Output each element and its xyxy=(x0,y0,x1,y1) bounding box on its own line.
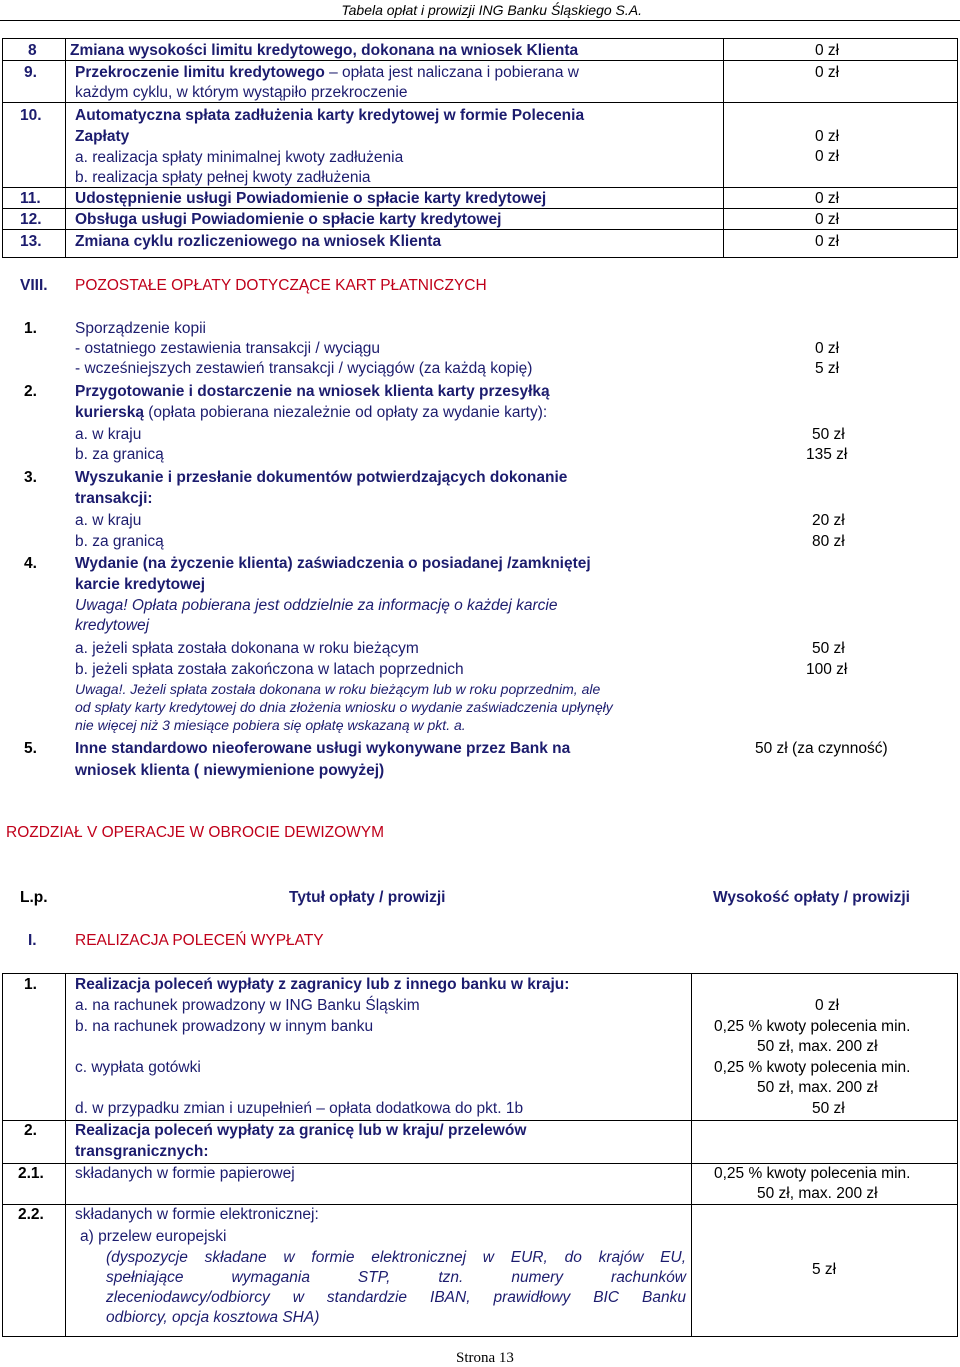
row-12-title: Obsługa usługi Powiadomienie o spłacie karty kredytowej xyxy=(75,211,502,228)
section-i-title: REALIZACJA POLECEŃ WYPŁATY xyxy=(75,932,324,949)
item-3-number: 3. xyxy=(24,469,37,486)
row-11-title: Udostępnienie usługi Powiadomienie o spłacie karty kredytowej xyxy=(75,190,547,207)
row-13-number: 13. xyxy=(20,233,42,250)
item-4-title: Wydanie (na życzenie klienta) zaświadczenia o posiadanej /zamkniętej xyxy=(75,555,591,572)
s1-value-b-2: 50 zł, max. 200 zł xyxy=(757,1038,878,1055)
item-4-option-b: b. jeżeli spłata została zakończona w latach poprzednich xyxy=(75,661,464,678)
s22-value: 5 zł xyxy=(812,1261,837,1278)
item-2-number: 2. xyxy=(24,383,37,400)
s2-title-cont: transgranicznych: xyxy=(75,1143,209,1160)
item-4-note-cont: kredytowej xyxy=(75,617,150,634)
item-1-option-b: - wcześniejszych zestawień transakcji / wyciągów (za każdą kopię) xyxy=(75,360,533,377)
s22-number: 2.2. xyxy=(18,1206,44,1223)
header-lp: L.p. xyxy=(20,889,48,906)
s22-desc-3: zleceniodawcy/odbiorcy w standardzie IBAN, prawidłowy BIC Banku xyxy=(106,1289,686,1306)
item-4-number: 4. xyxy=(24,555,37,572)
item-4-remark-1: Uwaga!. Jeżeli spłata została dokonana w roku bieżącym lub w roku poprzednim, ale xyxy=(75,681,601,697)
item-4-remark-2: od spłaty karty kredytowej do dnia złożenia wniosku o wydanie zaświadczenia upłynęły xyxy=(75,699,613,715)
row-10-value-b: 0 zł xyxy=(815,148,840,165)
s21-value-1: 0,25 % kwoty polecenia min. xyxy=(714,1165,911,1182)
section-viii-number: VIII. xyxy=(20,277,48,294)
page-number: Strona 13 xyxy=(456,1350,514,1366)
s1-value-c-2: 50 zł, max. 200 zł xyxy=(757,1079,878,1096)
item-1-value-b: 5 zł xyxy=(815,360,840,377)
s22-title: składanych w formie elektronicznej: xyxy=(75,1206,319,1223)
item-2-option-a: a. w kraju xyxy=(75,426,142,443)
row-8-title: Zmiana wysokości limitu kredytowego, dokonana na wniosek Klienta xyxy=(70,42,579,59)
item-1-option-a: - ostatniego zestawienia transakcji / wyciągu xyxy=(75,340,380,357)
sub-rule xyxy=(65,992,66,1118)
item-4-note: Uwaga! Opłata pobierana jest oddzielnie za informację o każdej karcie xyxy=(75,597,558,614)
row-13-value: 0 zł xyxy=(815,233,840,250)
row-12-number: 12. xyxy=(20,211,42,228)
item-4-option-a: a. jeżeli spłata została dokonana w roku bieżącym xyxy=(75,640,419,657)
s1-number: 1. xyxy=(24,976,37,993)
item-4-value-b: 100 zł xyxy=(806,661,848,678)
s1-option-b: b. na rachunek prowadzony w innym banku xyxy=(75,1018,374,1035)
item-2-title: Przygotowanie i dostarczenie na wniosek klienta karty przesyłką xyxy=(75,383,550,400)
row-11-value: 0 zł xyxy=(815,190,840,207)
row-11-number: 11. xyxy=(20,190,41,207)
s22-option-a: a) przelew europejski xyxy=(80,1228,227,1245)
item-5-title-cont: wniosek klienta ( niewymienione powyżej) xyxy=(75,762,385,779)
header-title: Tytuł opłaty / prowizji xyxy=(289,889,446,906)
section-viii-title: POZOSTAŁE OPŁATY DOTYCZĄCE KART PŁATNICZYCH xyxy=(75,277,487,294)
row-9-number: 9. xyxy=(24,64,37,81)
row-8-value: 0 zł xyxy=(815,42,840,59)
row-9-title-cont: każdym cyklu, w którym wystąpiło przekroczenie xyxy=(75,84,408,101)
item-3-value-b: 80 zł xyxy=(812,533,845,550)
s1-value-a: 0 zł xyxy=(815,997,840,1014)
s1-title: Realizacja poleceń wypłaty z zagranicy lub z innego banku w kraju: xyxy=(75,976,570,993)
row-9-title: Przekroczenie limitu kredytowego – opłata jest naliczana i pobierana w xyxy=(75,64,579,81)
s22-desc-4: odbiorcy, opcja kosztowa SHA) xyxy=(106,1309,320,1326)
item-4-value-a: 50 zł xyxy=(812,640,845,657)
item-2-title-cont: kurierską (opłata pobierana niezależnie od opłaty za wydanie karty): xyxy=(75,404,548,421)
item-3-title-cont: transakcji: xyxy=(75,490,153,507)
s21-title: składanych w formie papierowej xyxy=(75,1165,295,1182)
row-8-number: 8 xyxy=(28,42,37,59)
s2-number: 2. xyxy=(24,1122,37,1139)
s22-desc-2: spełniające wymagania STP, tzn. numery rachunków xyxy=(106,1269,686,1286)
item-3-title: Wyszukanie i przesłanie dokumentów potwierdzających dokonanie xyxy=(75,469,568,486)
page-header: Tabela opłat i prowizji ING Banku Śląskiego S.A. xyxy=(341,2,642,18)
item-1-value-a: 0 zł xyxy=(815,340,840,357)
s1-option-c: c. wypłata gotówki xyxy=(75,1059,201,1076)
item-4-remark-3: nie więcej niż 3 miesiące pobiera się opłatę wskazaną w pkt. a. xyxy=(75,717,466,733)
s1-value-b-1: 0,25 % kwoty polecenia min. xyxy=(714,1018,911,1035)
row-10-title-cont: Zapłaty xyxy=(75,128,130,145)
row-13-title: Zmiana cyklu rozliczeniowego na wniosek Klienta xyxy=(75,233,442,250)
item-5-value: 50 zł (za czynność) xyxy=(755,740,888,757)
section-i-number: I. xyxy=(28,932,37,949)
s21-number: 2.1. xyxy=(18,1165,44,1182)
s1-option-d: d. w przypadku zmian i uzupełnień – opłata dodatkowa do pkt. 1b xyxy=(75,1100,524,1117)
s1-option-a: a. na rachunek prowadzony w ING Banku Śląskim xyxy=(75,997,420,1014)
chapter-title: ROZDZIAŁ V OPERACJE W OBROCIE DEWIZOWYM xyxy=(6,824,385,841)
s22-desc-1: (dyspozycje składane w formie elektronicznej w EUR, do krajów EU, xyxy=(106,1249,686,1266)
item-3-option-b: b. za granicą xyxy=(75,533,164,550)
row-10-value-a: 0 zł xyxy=(815,128,840,145)
row-9-value: 0 zł xyxy=(815,64,840,81)
s1-value-d: 50 zł xyxy=(812,1100,845,1117)
item-2-value-a: 50 zł xyxy=(812,426,845,443)
row-12-value: 0 zł xyxy=(815,211,840,228)
item-4-title-cont: karcie kredytowej xyxy=(75,576,206,593)
item-1-title: Sporządzenie kopii xyxy=(75,320,206,337)
header-amount: Wysokość opłaty / prowizji xyxy=(713,889,910,906)
s2-title: Realizacja poleceń wypłaty za granicę lub w kraju/ przelewów xyxy=(75,1122,527,1139)
row-10-number: 10. xyxy=(20,107,42,124)
s1-value-c-1: 0,25 % kwoty polecenia min. xyxy=(714,1059,911,1076)
header-rule xyxy=(0,20,960,21)
item-5-title: Inne standardowo nieoferowane usługi wykonywane przez Bank na xyxy=(75,740,571,757)
item-3-value-a: 20 zł xyxy=(812,512,845,529)
row-10-option-b: b. realizacja spłaty pełnej kwoty zadłużenia xyxy=(75,169,371,186)
row-10-title: Automatyczna spłata zadłużenia karty kredytowej w formie Polecenia xyxy=(75,107,585,124)
s21-value-2: 50 zł, max. 200 zł xyxy=(757,1185,878,1202)
item-1-number: 1. xyxy=(24,320,37,337)
item-2-option-b: b. za granicą xyxy=(75,446,164,463)
item-2-value-b: 135 zł xyxy=(806,446,848,463)
row-10-option-a: a. realizacja spłaty minimalnej kwoty zadłużenia xyxy=(75,149,404,166)
item-5-number: 5. xyxy=(24,740,37,757)
item-3-option-a: a. w kraju xyxy=(75,512,142,529)
